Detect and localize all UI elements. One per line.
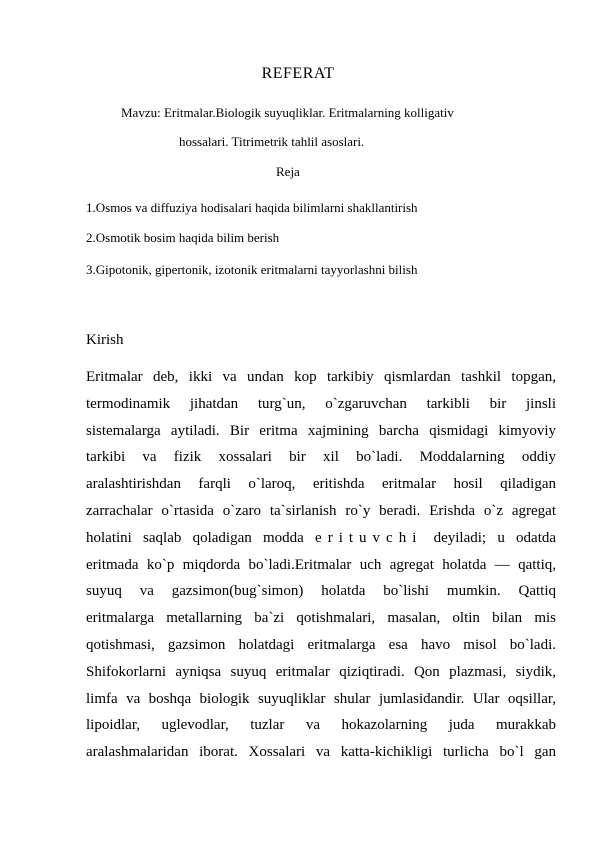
body-line: qotishmasi, gazsimon holatdagi eritmalarga esa havo misol bo`ladi. bbox=[86, 636, 556, 653]
body-line: Eritmalar deb, ikki va undan kop tarkibiy qismlardan tashkil topgan, bbox=[86, 369, 556, 385]
body-line: aralashmalaridan iborat. Xossalari va katta-kichikligi turlicha bo`l gan bbox=[86, 744, 556, 761]
body-line: termodinamik jihatdan turg`un, o`zgaruvchan tarkibli bir jinsli bbox=[86, 395, 556, 412]
topic-line-1: Mavzu: Eritmalar.Biologik suyuqliklar. Eritmalarning kolligativ bbox=[121, 105, 454, 120]
body-line: limfa va boshqa biologik suyuqliklar shular jumlasidandir. Ular oqsillar, bbox=[86, 690, 556, 707]
plan-item: 2.Osmotik bosim haqida bilim berish bbox=[86, 230, 280, 245]
body-line-start: holatini saqlab qoladigan modda bbox=[86, 529, 304, 546]
spaced-term: erituvchi bbox=[315, 529, 423, 546]
body-line-end: deyiladi; u odatda bbox=[433, 529, 557, 546]
plan-item: 3.Gipotonik, gipertonik, izotonik eritmalarni tayyorlashni bilish bbox=[86, 262, 418, 277]
intro-heading: Kirish bbox=[86, 332, 124, 348]
body-line: tarkibi va fizik xossalari bir xil bo`ladi. Moddalarning oddiy bbox=[86, 449, 556, 466]
document-title: REFERAT bbox=[261, 65, 335, 82]
body-line: sistemalarga aytiladi. Bir eritma xajmining barcha qismidagi kimyoviy bbox=[86, 422, 556, 439]
body-line: Shifokorlarni ayniqsa suyuq eritmalar qiziqtiradi. Qon plazmasi, siydik, bbox=[86, 663, 556, 680]
body-line: eritmalarga metallarning ba`zi qotishmalari, masalan, oltin bilan mis bbox=[86, 610, 556, 627]
body-paragraph bbox=[86, 364, 556, 766]
body-line: suyuq va gazsimon(bug`simon) holatda bo`lishi mumkin. Qattiq bbox=[86, 583, 556, 600]
body-line: zarrachalar o`rtasida o`zaro ta`sirlanish ro`y beradi. Erishda o`z agregat bbox=[86, 502, 556, 519]
plan-item: 1.Osmos va diffuziya hodisalari haqida bilimlarni shakllantirish bbox=[86, 200, 418, 215]
body-line: aralashtirishdan farqli o`laroq, eritishda eritmalar hosil qiladigan bbox=[86, 476, 556, 493]
plan-heading: Reja bbox=[276, 164, 300, 179]
body-line: lipoidlar, uglevodlar, tuzlar va hokazolarning juda murakkab bbox=[86, 717, 556, 734]
topic-line-2: hossalari. Titrimetrik tahlil asoslari. bbox=[179, 134, 365, 149]
body-line bbox=[86, 525, 556, 552]
body-line: eritmada ko`p miqdorda bo`ladi.Eritmalar uch agregat holatda — qattiq, bbox=[86, 556, 556, 573]
